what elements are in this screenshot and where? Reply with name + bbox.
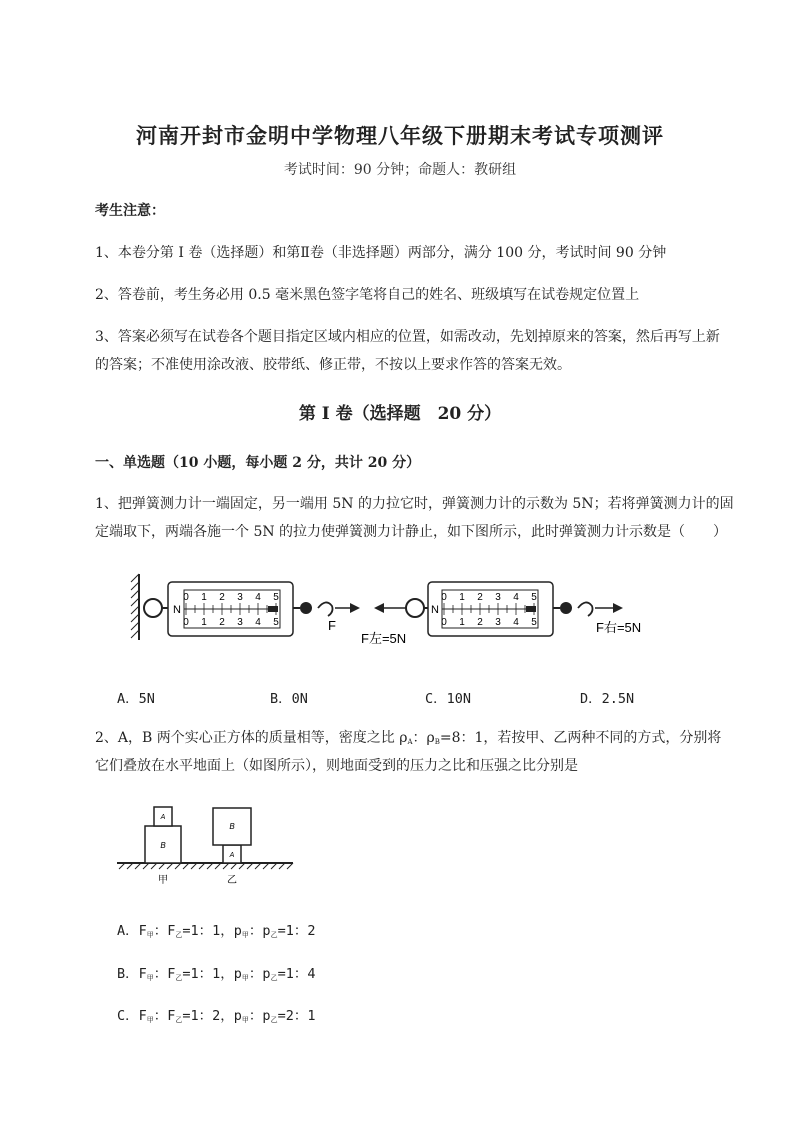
q2-option-b[interactable]: B．$F_甲$：$F_乙=1$：1，$p_甲$：$p_乙=1$：4 (117, 966, 316, 982)
notice-2: 2、答卷前，考生务必用 0.5 毫米黑色签字笔将自己的姓名、班级填写在试卷规定位置上 (95, 287, 640, 303)
scale-top-1: 1 (201, 592, 207, 603)
q2-option-a[interactable]: A．$F_甲$：$F_乙=1$：1，$p_甲$：$p_乙=1$：2 (117, 923, 316, 939)
scale2-bottom-3: 3 (495, 617, 501, 628)
q2-a-p-ratio: =1：2 (277, 923, 316, 939)
scale-top-5: 5 (273, 592, 279, 603)
q1-option-a[interactable]: A．5N (117, 691, 155, 707)
scale2-bottom-2: 2 (477, 617, 483, 628)
newton-label-2: N (431, 604, 439, 616)
q2-option-c[interactable]: C．$F_甲$：$F_乙=1$：2，$p_甲$：$p_乙=2$：1 (117, 1008, 316, 1024)
exam-info: 考试时间：90 分钟；命题人：教研组 (283, 162, 517, 178)
scale-top-2: 2 (219, 592, 225, 603)
scale2-top-3: 3 (495, 592, 501, 603)
force-label-right: F右=5N (596, 620, 642, 635)
scale2-top-0: 0 (441, 592, 447, 603)
q2-a-sub-yi-p: 乙 (270, 931, 278, 939)
q2-b-letter: B．F (117, 966, 147, 982)
jia-block-b-label: B (160, 841, 166, 850)
question-1-line-2: 定端取下，两端各施一个 5N 的拉力使弹簧测力计静止，如下图所示，此时弹簧测力计示数是（ ） (95, 524, 728, 540)
scale-top-0: 0 (183, 592, 189, 603)
notice-3-cont: 的答案；不准使用涂改液、胶带纸、修正带，不按以上要求作答的答案无效。 (95, 357, 571, 373)
scale-bottom-1: 1 (201, 617, 207, 628)
scale2-top-2: 2 (477, 592, 483, 603)
q2-c-p-ratio: =2：1 (277, 1008, 316, 1024)
q1-option-c[interactable]: C．10N (425, 691, 472, 707)
scale-bottom-3: 3 (237, 617, 243, 628)
q2-c-sub-yi: 乙 (175, 1016, 183, 1024)
section-title: 第 I 卷（选择题 20 分） (298, 404, 502, 424)
part-heading: 一、单选题（10 小题，每小题 2 分，共计 20 分） (95, 455, 421, 471)
scale-bottom-4: 4 (255, 617, 261, 628)
scale2-bottom-5: 5 (531, 617, 537, 628)
page-title: 河南开封市金明中学物理八年级下册期末考试专项测评 (136, 123, 664, 148)
notice-heading: 考生注意： (95, 203, 165, 219)
q2-a-sub-jia-p: 甲 (241, 931, 249, 939)
jia-block-a-label: A (160, 814, 166, 821)
q2-text-mid: ：ρ (412, 730, 435, 746)
q2-sub-a: A (407, 738, 413, 746)
q2-a-f-ratio: =1：1，p (182, 923, 242, 939)
q1-option-b[interactable]: B．0N (270, 691, 308, 707)
scale-top-4: 4 (255, 592, 261, 603)
yi-block-a-label: A (229, 852, 235, 859)
q2-a-sub-jia: 甲 (146, 931, 154, 939)
force-label-left: F左=5N (361, 631, 407, 646)
label-yi: 乙 (227, 875, 237, 886)
scale-bottom-5: 5 (273, 617, 279, 628)
newton-label: N (173, 604, 181, 616)
scale2-top-1: 1 (459, 592, 465, 603)
label-jia: 甲 (158, 875, 168, 886)
q2-sub-b: B (434, 738, 440, 746)
scale2-bottom-4: 4 (513, 617, 519, 628)
scale-bottom-2: 2 (219, 617, 225, 628)
q2-c-sub-jia-p: 甲 (241, 1016, 249, 1024)
blocks-figure (115, 800, 305, 888)
scale-top-3: 3 (237, 592, 243, 603)
notice-3: 3、答案必须写在试卷各个题目指定区域内相应的位置，如需改动，先划掉原来的答案，然后再写上新 (95, 329, 720, 345)
q1-option-d[interactable]: D．2.5N (580, 691, 635, 707)
q2-b-sub-jia-p: 甲 (241, 974, 249, 982)
q2-b-sub-yi-p: 乙 (270, 974, 278, 982)
spring-scale-right (406, 582, 623, 636)
spring-scale-figure (128, 568, 658, 654)
wall (131, 574, 139, 640)
left-force-arrow (374, 603, 406, 613)
yi-block-b-label: B (229, 822, 235, 831)
question-2-line-2: 它们叠放在水平地面上（如图所示），则地面受到的压力之比和压强之比分别是 (95, 758, 578, 774)
notice-1: 1、本卷分第 I 卷（选择题）和第Ⅱ卷（非选择题）两部分，满分 100 分，考试时间 90 分钟 (95, 245, 667, 261)
question-1-line-1: 1、把弹簧测力计一端固定，另一端用 5N 的力拉它时，弹簧测力计的示数为 5N；若将弹簧测力计的固 (95, 496, 734, 512)
q2-b-f-ratio: =1：1，p (182, 966, 242, 982)
scale2-top-4: 4 (513, 592, 519, 603)
force-label-f: F (328, 618, 336, 633)
q2-c-f-ratio: =1：2，p (182, 1008, 242, 1024)
scale2-bottom-1: 1 (459, 617, 465, 628)
scale2-top-5: 5 (531, 592, 537, 603)
q2-c-sub-yi-p: 乙 (270, 1016, 278, 1024)
ground (117, 863, 293, 869)
q2-b-p-ratio: =1：4 (277, 966, 316, 982)
q2-text-suffix: =8：1，若按甲、乙两种不同的方式，分别将 (439, 730, 722, 746)
q2-b-sub-jia: 甲 (146, 974, 154, 982)
q2-c-sub-jia: 甲 (146, 1016, 154, 1024)
q2-text-prefix: 2、A，B 两个实心正方体的质量相等，密度之比 ρ (95, 730, 408, 746)
q2-b-sub-yi: 乙 (175, 974, 183, 982)
q2-c-letter: C．F (117, 1008, 147, 1024)
scale-bottom-0: 0 (183, 617, 189, 628)
scale2-bottom-0: 0 (441, 617, 447, 628)
q2-a-letter: A．F (117, 923, 147, 939)
q2-a-sub-yi: 乙 (175, 931, 183, 939)
